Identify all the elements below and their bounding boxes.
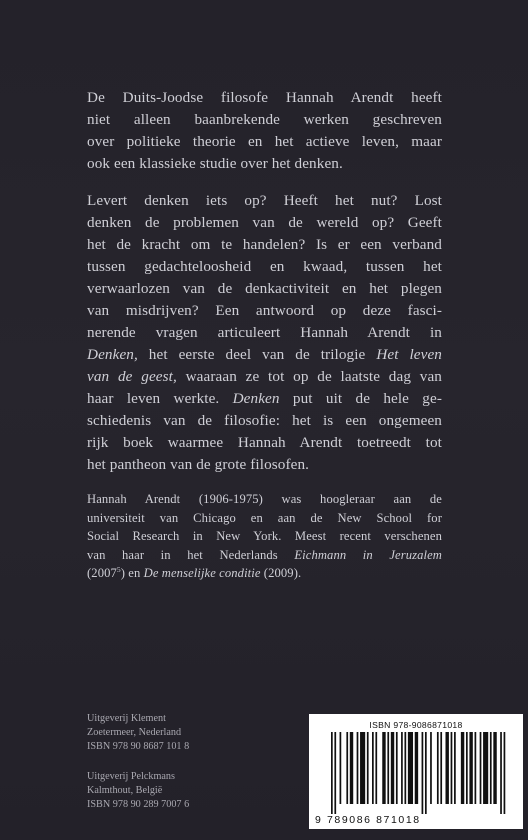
main-line: verwaarlozen van de denkactiviteit en het plegen: [87, 280, 442, 297]
main-line: het de kracht om te handelen? Is er een verband: [87, 236, 442, 253]
main-line-text: waaraan ze tot op de laatste dag van: [176, 368, 442, 385]
trilogy-title-part2: van de geest,: [87, 368, 177, 385]
publisher-isbn: ISBN 978 90 289 7007 6: [87, 799, 190, 810]
main-line: het pantheon van de grote filosofen.: [87, 456, 310, 473]
barcode-bar: [382, 732, 385, 804]
main-paragraph: [87, 190, 442, 476]
publisher-isbn: ISBN 978 90 8687 101 8: [87, 741, 190, 752]
intro-line: De Duits-Joodse filosofe Hannah Arendt heeft: [87, 89, 442, 106]
publisher-place: Kalmthout, België: [87, 785, 163, 796]
barcode-bar: [340, 732, 342, 804]
edition-superscript: 5: [116, 565, 121, 575]
barcode-bar: [490, 732, 492, 804]
main-line: Levert denken iets op? Heeft het nut? Lost: [87, 192, 442, 209]
main-line-text: het eerste deel van de trilogie: [137, 346, 377, 363]
barcode-bar: [401, 732, 403, 804]
bio-line: [87, 564, 442, 583]
barcode-bar: [357, 732, 359, 804]
trilogy-title-part1: Het leven: [376, 346, 442, 363]
barcode-bar: [440, 732, 442, 804]
barcode-bar: [350, 732, 353, 804]
barcode-bar: [346, 732, 348, 804]
barcode-bar: [372, 732, 374, 804]
barcode-bar: [483, 732, 488, 804]
barcode-icon: [331, 732, 507, 814]
bio-line: universiteit van Chicago en aan de New School for: [87, 510, 442, 525]
barcode-bar: [391, 732, 394, 804]
barcode-isbn-text: ISBN 978-9086871018: [369, 720, 463, 730]
publisher-name: Uitgeverij Klement: [87, 713, 166, 724]
main-line: [87, 344, 442, 366]
bio-line: Hannah Arendt (1906-1975) was hoogleraar aan de: [87, 492, 442, 506]
barcode-bar: [466, 732, 468, 804]
publisher-place: Zoetermeer, Nederland: [87, 727, 182, 738]
intro-line: ook een klassieke studie over het denken.: [87, 155, 343, 172]
barcode-bar: [331, 732, 333, 814]
barcode-bar: [469, 732, 472, 804]
barcode-bar: [454, 732, 456, 804]
barcode-digits: 9 789086 871018: [315, 814, 421, 826]
barcode-bar: [504, 732, 506, 814]
intro-line: niet alleen baanbrekende werken geschreven: [87, 111, 442, 128]
main-line: [87, 366, 442, 388]
publisher-block-klement: [87, 712, 189, 754]
main-line: [87, 388, 442, 410]
publisher-block-pelckmans: [87, 770, 189, 812]
barcode-label: [309, 714, 523, 829]
bio-text: ) en: [120, 566, 144, 581]
barcode-bar: [475, 732, 477, 804]
barcode-bar: [500, 732, 502, 814]
barcode-bar: [493, 732, 496, 804]
main-line-text: put uit de hele ge-: [279, 390, 442, 407]
main-line: tussen gedachteloosheid en kwaad, tussen het: [87, 258, 442, 275]
publisher-name: Uitgeverij Pelckmans: [87, 771, 175, 782]
barcode-bar: [404, 732, 406, 804]
barcode-bar: [367, 732, 369, 804]
intro-paragraph: [87, 87, 442, 175]
barcode-bar: [451, 732, 453, 804]
main-line: nerende vragen articuleert Hannah Arendt in: [87, 324, 442, 341]
bio-line: Social Research in New York. Meest recent verschenen: [87, 529, 442, 544]
barcode-bar: [360, 732, 365, 804]
main-line: rijk boek waarmee Hannah Arendt toetreedt tot: [87, 434, 442, 451]
barcode-bar: [334, 732, 336, 814]
bio-text: (2009).: [260, 566, 302, 581]
book-title-denken: Denken: [232, 390, 280, 407]
intro-line: over politieke theorie en het actieve leven, maar: [87, 133, 442, 150]
barcode-bar: [387, 732, 389, 804]
barcode-bar: [396, 732, 398, 804]
bio-text: van haar in het Nederlands: [87, 547, 295, 562]
barcode-bar: [422, 732, 424, 814]
main-line: schiedenis van de filosofie: het is een ongemeen: [87, 412, 442, 429]
bio-line: [87, 546, 442, 565]
barcode-bar: [408, 732, 413, 804]
barcode-bar: [430, 732, 432, 804]
main-line: van misdrijven? Een antwoord op deze fasci-: [87, 302, 442, 319]
book-title-menselijke-conditie: De menselijke conditie: [143, 566, 261, 581]
barcode-bar: [461, 732, 464, 804]
barcode-bar: [480, 732, 482, 804]
bio-text: (2007: [87, 566, 117, 581]
barcode-bar: [375, 732, 377, 804]
barcode-bar: [445, 732, 448, 804]
barcode-bar: [415, 732, 418, 804]
main-line: denken de problemen van de wereld op? Geeft: [87, 214, 442, 231]
barcode-bar: [425, 732, 427, 814]
barcode-bar: [437, 732, 439, 804]
book-title-eichmann: Eichmann in Jeruzalem: [294, 547, 443, 562]
author-bio: [87, 490, 442, 583]
main-line-text: haar leven werkte.: [87, 390, 233, 407]
book-title-denken: Denken,: [87, 346, 138, 363]
